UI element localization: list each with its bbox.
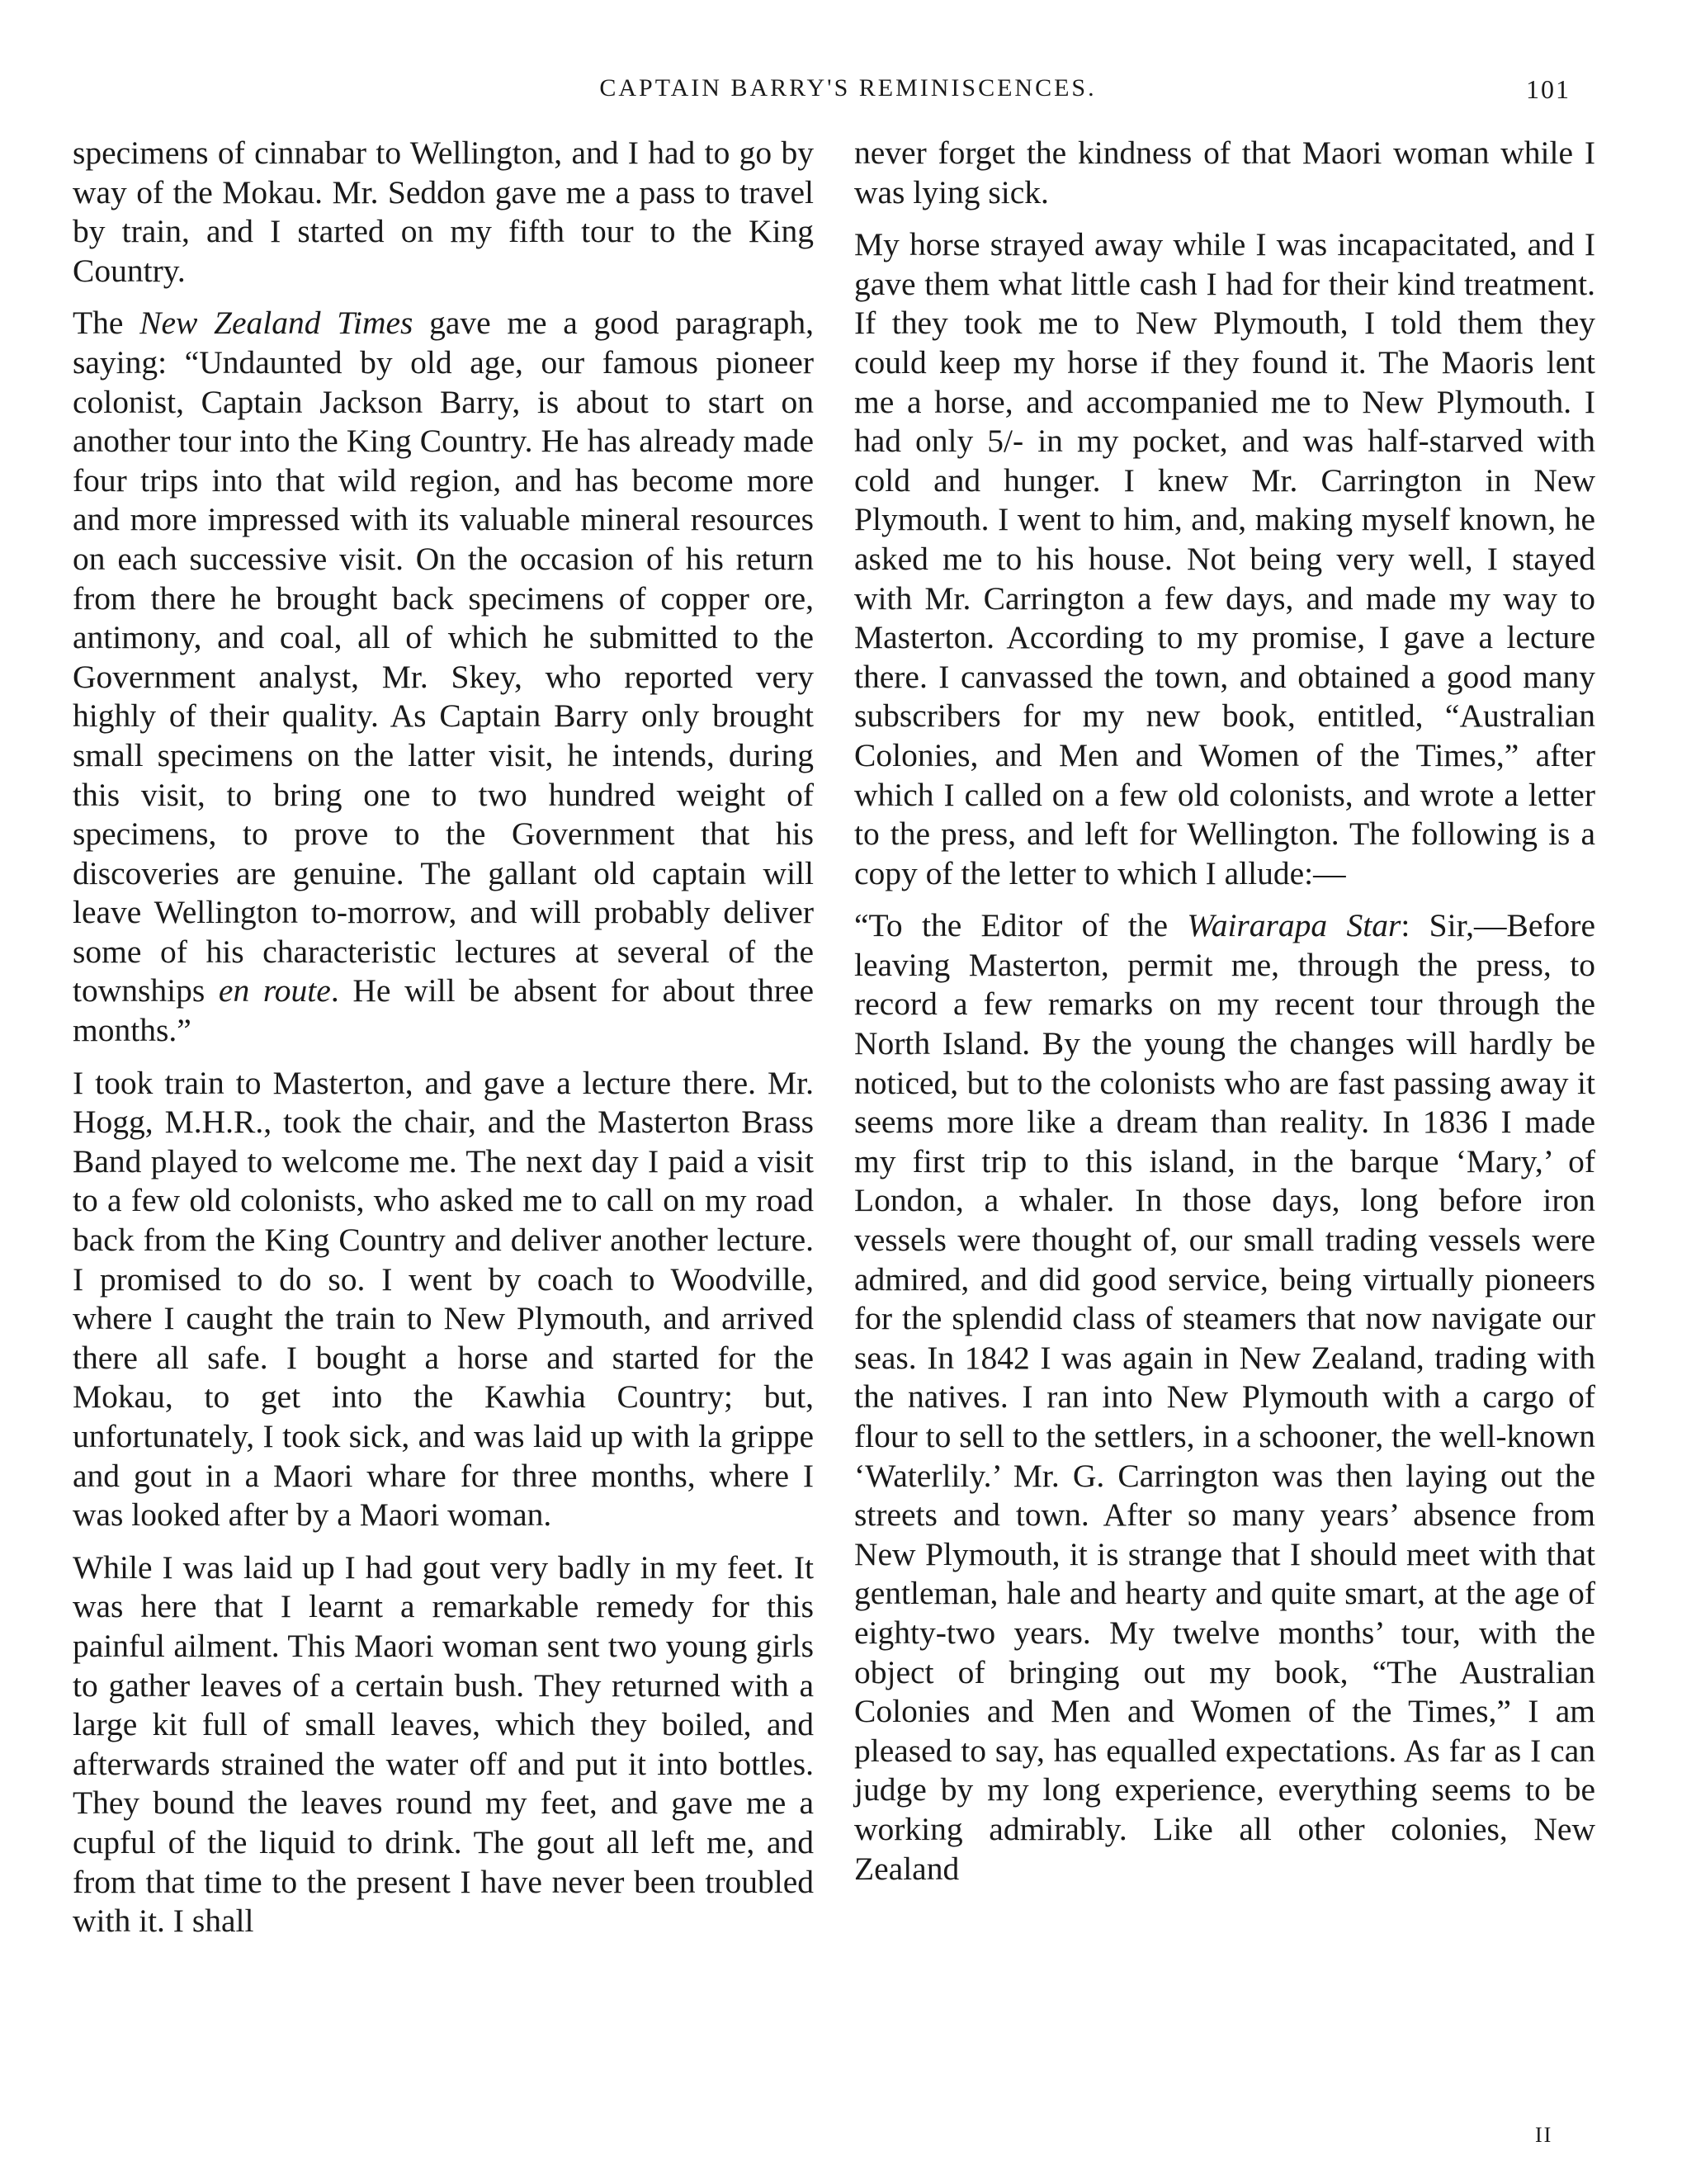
- text-run: gave me a good paragraph, saying: “Undaunted by old age, our famous pioneer colonist, Captain Jackson Barry, is about to start on another tour into the King Country. He has already made four trips into that wild region, and has become more and more impressed with its valuable mineral resources on each successive visit. On the occasion of his return from there he brought back specimens of copper ore, antimony, and coal, all of which he submitted to the Government analyst, Mr. Skey, who reported very highly of their quality. As Captain Barry only brought small specimens on the latter visit, he intends, during this visit, to bring one to two hundred weight of specimens, to prove to the Government that his discoveries are genuine. The gallant old captain will leave Wellington to-morrow, and will probably deliver some of his characteristic lectures at several of the townships: [73, 305, 814, 1009]
- paragraph: specimens of cinnabar to Wellington, and I had to go by way of the Mokau. Mr. Seddon gave me a pass to travel by train, and I started on my fifth tour to the King Country.: [73, 135, 814, 289]
- text-run: . He will be absent for about three months.”: [73, 972, 814, 1049]
- paragraph: I took train to Masterton, and gave a lecture there. Mr. Hogg, M.H.R., took the chair, and the Masterton Brass Band played to welcome me. The next day I paid a visit to a few old colonists, who asked me to call on my road back from the King Country and deliver another lecture. I promised to do so. I went by coach to Woodville, where I caught the train to New Plymouth, and arrived there all safe. I bought a horse and started for the Mokau, to get into the Kawhia Country; but, unfortunately, I took sick, and was laid up with la grippe and gout in a Maori whare for three months, where I was looked after by a Maori woman.: [73, 1064, 814, 1534]
- paragraph: My horse strayed away while I was incapacitated, and I gave them what little cash I had for their kind treatment. If they took me to New Plymouth, I told them they could keep my horse if they found it. The Maoris lent me a horse, and accompanied me to New Plymouth. I had only 5/- in my pocket, and was half-starved with cold and hunger. I knew Mr. Carrington in New Plymouth. I went to him, and, making myself known, he asked me to his house. Not being very well, I stayed with Mr. Carrington a few days, and made my way to Masterton. According to my promise, I gave a lecture there. I canvassed the town, and obtained a good many subscribers for my new book, entitled, “Australian Colonies, and Men and Women of the Times,” after which I called on a few old colonists, and wrote a letter to the press, and left for Wellington. The following is a copy of the letter to which I allude:—: [854, 226, 1595, 891]
- left-column: [73, 134, 814, 1955]
- newspaper-title: Wairarapa Star: [1187, 907, 1401, 944]
- page-number: 101: [1526, 74, 1571, 104]
- text-run: The: [73, 305, 140, 342]
- text-run: “To the Editor of the: [854, 907, 1188, 944]
- paragraph: [854, 906, 1595, 1889]
- italic-phrase: en route: [218, 972, 331, 1009]
- running-title: CAPTAIN BARRY'S REMINISCENCES.: [599, 74, 1097, 102]
- paragraph: never forget the kindness of that Maori woman while I was lying sick.: [854, 135, 1595, 210]
- right-column: [854, 134, 1595, 1902]
- text-run: : Sir,—Before leaving Masterton, permit me, through the press, to record a few remarks on my recent tour through the North Island. By the young the changes will hardly be noticed, but to the colonists who are fast passing away it seems more like a dream than reality. In 1836 I made my first trip to this island, in the barque ‘Mary,’ of London, a whaler. In those days, long before iron vessels were thought of, our small trading vessels were admired, and did good service, being virtually pioneers for the splendid class of steamers that now navigate our seas. In 1842 I was again in New Zealand, trading with the natives. I ran into New Plymouth with a cargo of flour to sell to the settlers, in a schooner, the well-known ‘Waterlily.’ Mr. G. Carrington was then laying out the streets and town. After so many years’ absence from New Plymouth, it is strange that I should meet with that gentleman, hale and hearty and quite smart, at the age of eighty-two years. My twelve months’ tour, with the object of bringing out my book, “The Australian Colonies and Men and Women of the Times,” I am pleased to say, has equalled expectations. As far as I can judge by my long experience, everything seems to be working admirably. Like all other colonies, New Zealand: [854, 907, 1595, 1887]
- signature-mark: II: [1535, 2123, 1553, 2147]
- newspaper-title: New Zealand Times: [139, 305, 413, 342]
- running-head: [0, 74, 1696, 116]
- paragraph: While I was laid up I had gout very badly in my feet. It was here that I learnt a remarkable remedy for this painful ailment. This Maori woman sent two young girls to gather leaves of a certain bush. They returned with a large kit full of small leaves, which they boiled, and afterwards strained the water off and put it into bottles. They bound the leaves round my feet, and gave me a cupful of the liquid to drink. The gout all left me, and from that time to the present I have never been troubled with it. I shall: [73, 1548, 814, 1940]
- paragraph: [73, 304, 814, 1050]
